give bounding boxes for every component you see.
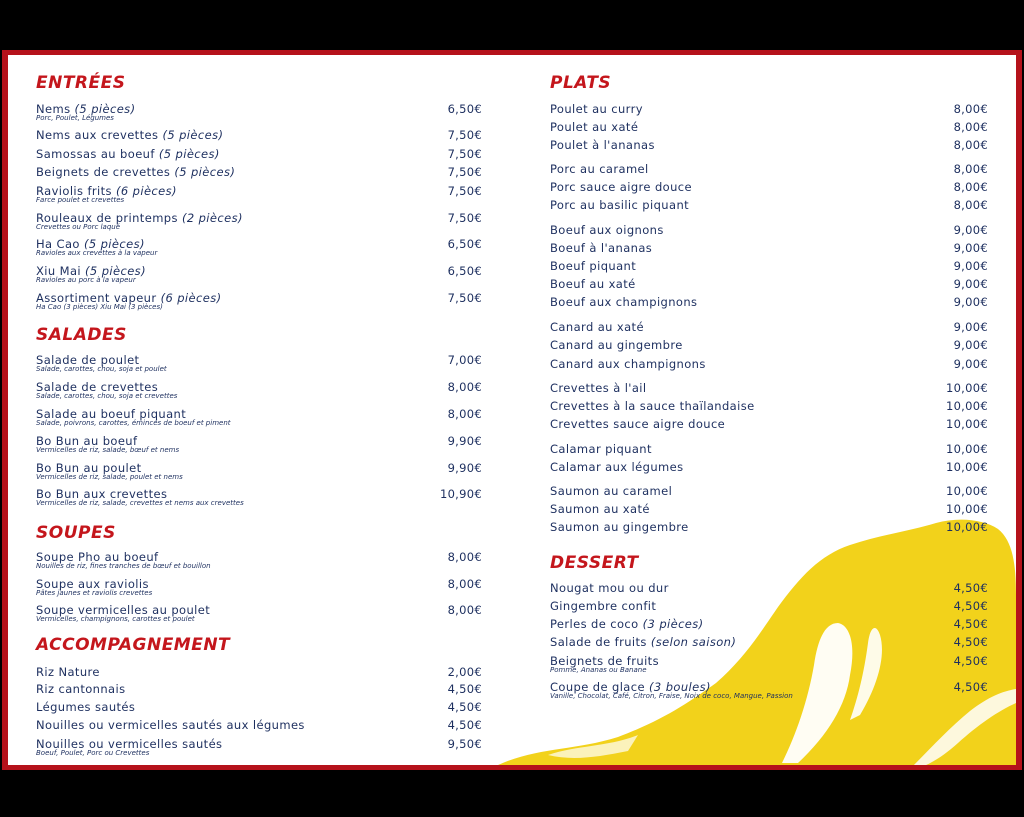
item-name: [550, 320, 644, 334]
item-name: [550, 502, 650, 516]
item-price: 9,50€: [447, 737, 482, 751]
item-price: 9,00€: [953, 338, 988, 352]
item-price: 7,50€: [447, 291, 482, 305]
item-name-text: Coupe de glace: [550, 680, 645, 694]
item-name-text: Salade de crevettes: [36, 380, 159, 394]
item-price: 4,50€: [447, 718, 482, 732]
item-name: [36, 718, 305, 732]
item-price: 9,00€: [953, 357, 988, 371]
item-price: 8,00€: [447, 407, 482, 421]
item-name: [550, 277, 636, 291]
item-name-text: Porc au caramel: [550, 162, 649, 176]
item-name-text: Boeuf piquant: [550, 259, 637, 273]
item-name-text: Samossas au boeuf: [36, 147, 155, 161]
item-name-text: Soupe vermicelles au poulet: [36, 603, 211, 617]
item-price: 7,50€: [447, 165, 482, 179]
item-price: 8,00€: [953, 198, 988, 212]
item-name-text: Poulet au curry: [550, 102, 643, 116]
item-description: Salade, carottes, chou, soja et crevettes: [36, 392, 178, 400]
item-description: Ravioles aux crevettes à la vapeur: [36, 249, 158, 257]
item-name-text: Nouilles ou vermicelles sautés: [36, 737, 223, 751]
item-portion: (5 pièces): [74, 102, 136, 116]
item-portion: (selon saison): [650, 635, 737, 649]
item-name-text: Poulet au xaté: [550, 120, 639, 134]
item-description: Vermicelles de riz, salade, crevettes et nems aux crevettes: [36, 499, 244, 507]
item-name-text: Salade de poulet: [36, 353, 140, 367]
item-name-text: Saumon au gingembre: [550, 520, 689, 534]
item-price: 10,00€: [945, 484, 988, 498]
item-description: Crevettes ou Porc laqué: [36, 223, 121, 231]
item-price: 10,00€: [945, 520, 988, 534]
item-price: 9,00€: [953, 259, 988, 273]
item-name-text: Crevettes à l'ail: [550, 381, 647, 395]
item-portion: (3 boules): [649, 680, 711, 694]
item-name-text: Nouilles ou vermicelles sautés aux légumes: [36, 718, 305, 732]
item-price: 6,50€: [447, 102, 482, 116]
item-portion: (6 pièces): [116, 184, 177, 198]
item-description: Ravioles au porc à la vapeur: [36, 276, 136, 284]
item-price: 9,00€: [953, 320, 988, 334]
section-title: ACCOMPAGNEMENT: [36, 635, 231, 655]
item-name-text: Nems aux crevettes: [36, 128, 159, 142]
item-name-text: Xiu Mai: [36, 264, 81, 278]
item-name: [550, 102, 643, 116]
item-description: Salade, poivrons, carottes, émincés de boeuf et piment: [36, 419, 231, 427]
item-name: [36, 700, 135, 714]
item-description: Vermicelles, champignons, carottes et poulet: [36, 615, 195, 623]
item-price: 8,00€: [953, 120, 988, 134]
item-name-text: Perles de coco: [550, 617, 639, 631]
item-description: Pâtes jaunes et raviolis crevettes: [36, 589, 153, 597]
item-name-text: Soupe Pho au boeuf: [36, 550, 159, 564]
item-name-text: Beignets de fruits: [550, 654, 659, 668]
item-name: [550, 138, 655, 152]
item-price: 6,50€: [447, 264, 482, 278]
item-description: Vermicelles de riz, salade, poulet et nems: [36, 473, 183, 481]
item-price: 10,00€: [945, 502, 988, 516]
item-price: 8,00€: [447, 603, 482, 617]
item-name-text: Boeuf au xaté: [550, 277, 636, 291]
item-name: [550, 460, 683, 474]
item-name: [36, 682, 126, 696]
item-description: Ha Cao (3 pièces) Xiu Mai (3 pièces): [36, 303, 163, 311]
item-name: [550, 241, 652, 255]
item-price: 10,00€: [945, 399, 988, 413]
item-price: 8,00€: [953, 102, 988, 116]
item-portion: (5 pièces): [83, 237, 145, 251]
item-name-text: Riz Nature: [36, 665, 100, 679]
item-name: [550, 581, 669, 595]
item-portion: (3 pièces): [642, 617, 704, 631]
item-price: 7,50€: [447, 184, 482, 198]
item-name: [550, 417, 725, 431]
item-portion: (5 pièces): [158, 147, 220, 161]
item-name-text: Crevettes à la sauce thaïlandaise: [550, 399, 755, 413]
section-title: DESSERT: [550, 553, 639, 573]
item-name-text: Porc au basilic piquant: [550, 198, 690, 212]
item-name-text: Boeuf aux champignons: [550, 295, 698, 309]
item-name: [36, 128, 223, 142]
item-name-text: Saumon au xaté: [550, 502, 650, 516]
item-name-text: Riz cantonnais: [36, 682, 126, 696]
item-price: 10,00€: [945, 381, 988, 395]
item-price: 7,00€: [447, 353, 482, 367]
item-description: Porc, Poulet, Légumes: [36, 114, 114, 122]
item-price: 9,90€: [447, 434, 482, 448]
item-portion: (5 pièces): [162, 128, 224, 142]
item-name-text: Poulet à l'ananas: [550, 138, 655, 152]
item-price: 8,00€: [953, 180, 988, 194]
item-name-text: Bo Bun au poulet: [36, 461, 142, 475]
item-price: 4,50€: [953, 680, 988, 694]
item-name-text: Canard au gingembre: [550, 338, 683, 352]
item-name-text: Salade de fruits: [550, 635, 647, 649]
item-description: Boeuf, Poulet, Porc ou Crevettes: [36, 749, 150, 757]
item-name-text: Canard aux champignons: [550, 357, 706, 371]
item-price: 4,50€: [953, 617, 988, 631]
item-price: 4,50€: [447, 682, 482, 696]
item-price: 4,50€: [953, 599, 988, 613]
item-name-text: Nems: [36, 102, 71, 116]
item-description: Salade, carottes, chou, soja et poulet: [36, 365, 167, 373]
item-name-text: Assortiment vapeur: [36, 291, 157, 305]
section-title: SOUPES: [36, 523, 116, 543]
item-name: [550, 357, 706, 371]
item-name: [550, 617, 704, 631]
item-price: 4,50€: [953, 654, 988, 668]
item-name: [550, 120, 638, 134]
item-price: 10,00€: [945, 442, 988, 456]
item-name-text: Boeuf à l'ananas: [550, 241, 653, 255]
item-price: 10,90€: [439, 487, 482, 501]
item-price: 8,00€: [447, 577, 482, 591]
item-price: 4,50€: [953, 581, 988, 595]
item-name: [550, 223, 664, 237]
item-price: 8,00€: [953, 162, 988, 176]
item-name-text: Crevettes sauce aigre douce: [550, 417, 726, 431]
item-description: Vanille, Chocolat, Café, Citron, Fraise, Noix de coco, Mangue, Passion: [550, 692, 793, 700]
item-description: Nouilles de riz, fines tranches de bœuf et bouillon: [36, 562, 211, 570]
item-price: 6,50€: [447, 237, 482, 251]
item-name-text: Bo Bun aux crevettes: [36, 487, 168, 501]
item-price: 8,00€: [953, 138, 988, 152]
item-price: 4,50€: [447, 700, 482, 714]
item-name-text: Rouleaux de printemps: [36, 211, 178, 225]
item-portion: (2 pièces): [181, 211, 243, 225]
item-price: 9,00€: [953, 277, 988, 291]
item-description: Vermicelles de riz, salade, bœuf et nems: [36, 446, 180, 454]
item-name: [550, 520, 689, 534]
menu-page: [8, 55, 1016, 765]
item-price: 7,50€: [447, 147, 482, 161]
item-portion: (5 pièces): [85, 264, 146, 278]
item-name-text: Légumes sautés: [36, 700, 136, 714]
item-name-text: Soupe aux raviolis: [36, 577, 149, 591]
item-price: 9,00€: [953, 241, 988, 255]
item-name-text: Gingembre confit: [550, 599, 657, 613]
item-price: 8,00€: [447, 550, 482, 564]
section-title: ENTRÉES: [36, 73, 126, 93]
item-name: [550, 259, 636, 273]
item-name-text: Beignets de crevettes: [36, 165, 171, 179]
item-name-text: Raviolis frits: [36, 184, 112, 198]
item-name: [550, 198, 689, 212]
item-name: [550, 635, 736, 649]
item-name: [36, 665, 100, 679]
item-name: [550, 295, 697, 309]
item-description: Pomme, Ananas ou Banane: [550, 666, 647, 674]
item-name-text: Canard au xaté: [550, 320, 644, 334]
section-title: PLATS: [550, 73, 612, 93]
item-price: 10,00€: [945, 460, 988, 474]
item-name-text: Calamar aux légumes: [550, 460, 684, 474]
item-price: 8,00€: [447, 380, 482, 394]
item-name: [550, 599, 656, 613]
item-portion: (6 pièces): [160, 291, 222, 305]
menu-frame: [2, 50, 1022, 770]
item-name: [550, 442, 652, 456]
item-portion: (5 pièces): [174, 165, 236, 179]
item-price: 7,50€: [447, 211, 482, 225]
item-name: [550, 338, 683, 352]
item-name: [550, 381, 647, 395]
item-price: 4,50€: [953, 635, 988, 649]
item-name: [550, 399, 755, 413]
item-price: 9,00€: [953, 295, 988, 309]
item-name: [550, 162, 649, 176]
item-name: [36, 147, 220, 161]
item-name: [550, 484, 672, 498]
item-name: [36, 165, 235, 179]
item-name-text: Bo Bun au boeuf: [36, 434, 138, 448]
item-name-text: Salade au boeuf piquant: [36, 407, 187, 421]
item-name: [550, 180, 692, 194]
item-name-text: Calamar piquant: [550, 442, 652, 456]
item-price: 2,00€: [447, 665, 482, 679]
item-description: Farce poulet et crevettes: [36, 196, 125, 204]
item-name-text: Boeuf aux oignons: [550, 223, 664, 237]
item-name-text: Saumon au caramel: [550, 484, 673, 498]
item-price: 7,50€: [447, 128, 482, 142]
item-price: 9,00€: [953, 223, 988, 237]
section-title: SALADES: [36, 325, 127, 345]
item-name-text: Ha Cao: [36, 237, 80, 251]
item-name-text: Porc sauce aigre douce: [550, 180, 692, 194]
item-price: 9,90€: [447, 461, 482, 475]
item-price: 10,00€: [945, 417, 988, 431]
item-name-text: Nougat mou ou dur: [550, 581, 669, 595]
